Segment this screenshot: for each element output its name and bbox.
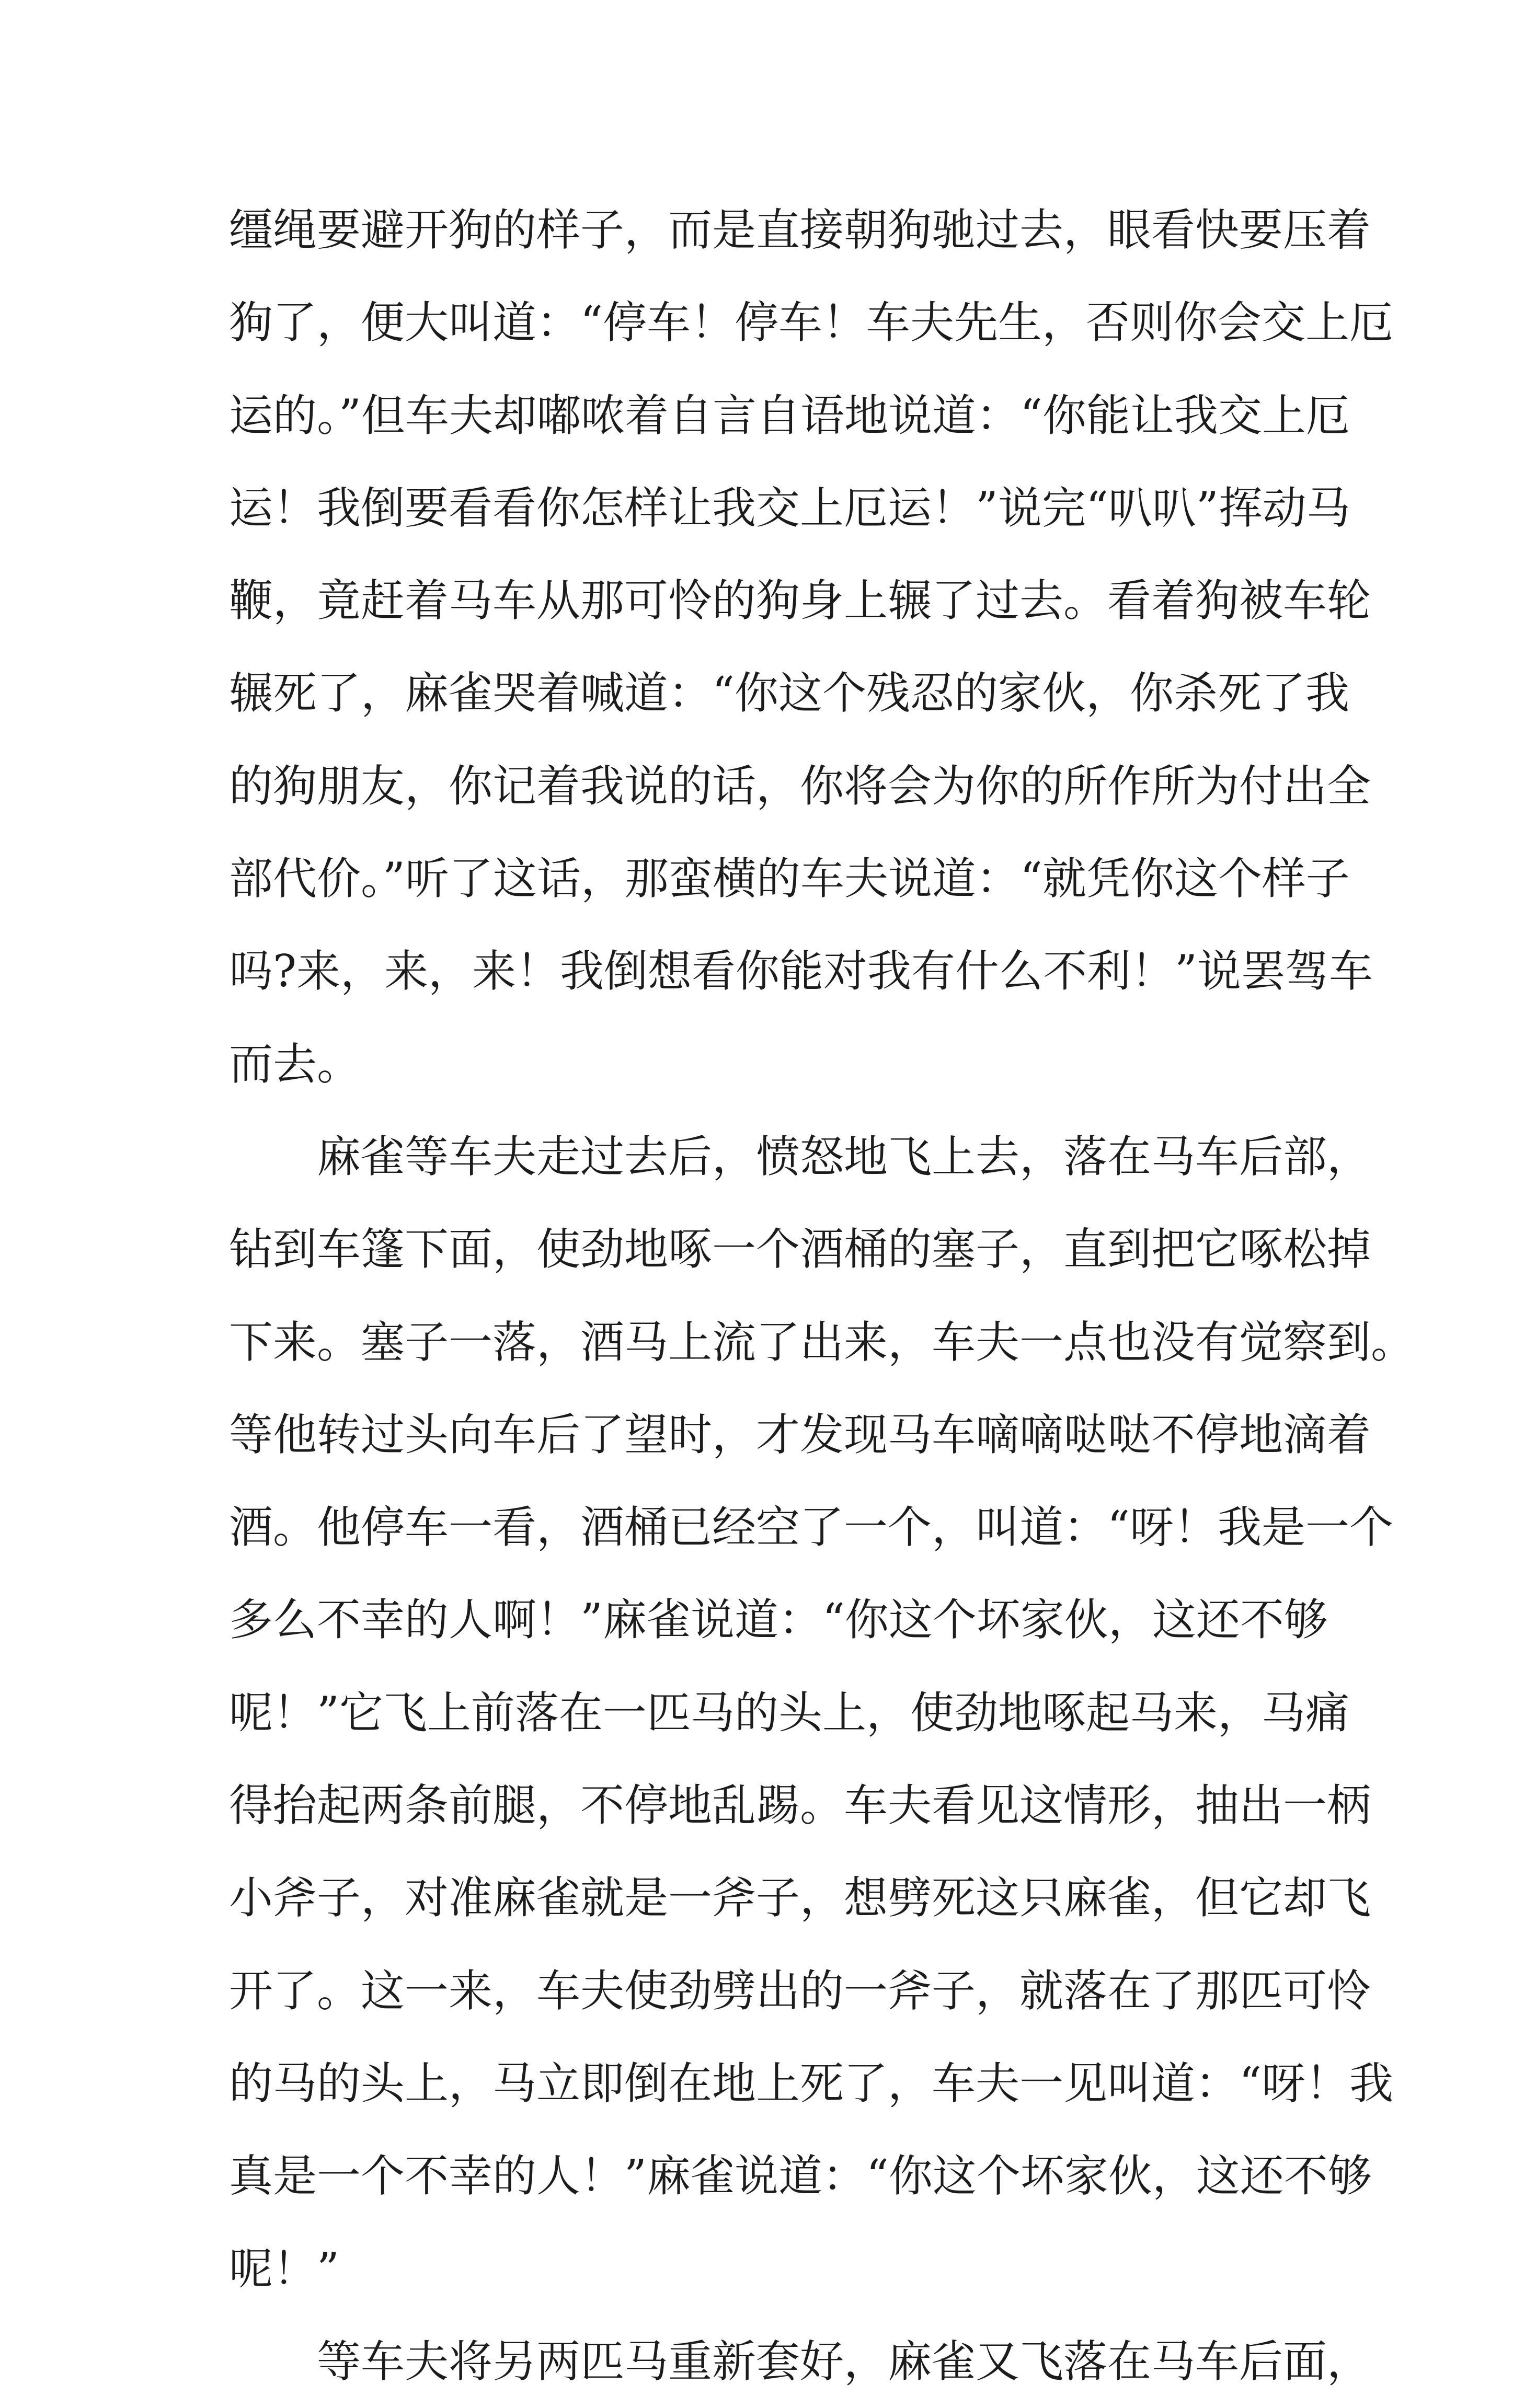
text-line: 而去。 <box>229 1038 361 1090</box>
text-line: 呢！” <box>229 2243 339 2295</box>
text-line: 辗死了，麻雀哭着喊道：“你这个残忍的家伙，你杀死了我 <box>229 667 1349 719</box>
text-line: 下来。塞子一落，酒马上流了出来，车夫一点也没有觉察到。 <box>229 1316 1415 1368</box>
text-line: 酒。他停车一看，酒桶已经空了一个，叫道：“呀！我是一个 <box>229 1502 1393 1553</box>
text-line: 的狗朋友，你记着我说的话，你将会为你的所作所为付出全 <box>229 760 1371 812</box>
text-line: 运！我倒要看看你怎样让我交上厄运！”说完“叭叭”挥动马 <box>229 482 1350 534</box>
paragraph-start-line: 等车夫将另两匹马重新套好，麻雀又飞落在马车后面， <box>317 2335 1371 2387</box>
text-line: 钻到车篷下面，使劲地啄一个酒桶的塞子，直到把它啄松掉 <box>229 1224 1371 1275</box>
text-line: 的马的头上，马立即倒在地上死了，车夫一见叫道：“呀！我 <box>229 2057 1393 2109</box>
text-line: 部代价。”听了这话，那蛮横的车夫说道：“就凭你这个样子 <box>229 853 1350 905</box>
paragraph-start-line: 麻雀等车夫走过去后，愤怒地飞上去，落在马车后部， <box>317 1131 1371 1182</box>
text-line: 缰绳要避开狗的样子，而是直接朝狗驰过去，眼看快要压着 <box>229 204 1371 256</box>
text-line: 得抬起两条前腿，不停地乱踢。车夫看见这情形，抽出一柄 <box>229 1780 1371 1831</box>
text-line: 多么不幸的人啊！”麻雀说道：“你这个坏家伙，这还不够 <box>229 1594 1328 1646</box>
text-line: 开了。这一来，车夫使劲劈出的一斧子，就落在了那匹可怜 <box>229 1965 1371 2017</box>
text-line: 等他转过头向车后了望时，才发现马车嘀嘀哒哒不停地滴着 <box>229 1409 1371 1460</box>
text-line: 运的。”但车夫却嘟哝着自言自语地说道：“你能让我交上厄 <box>229 389 1350 441</box>
text-line: 小斧子，对准麻雀就是一斧子，想劈死这只麻雀，但它却飞 <box>229 1872 1371 1924</box>
text-line: 鞭，竟赶着马车从那可怜的狗身上辗了过去。看着狗被车轮 <box>229 575 1371 627</box>
text-line: 狗了，便大叫道：“停车！停车！车夫先生，否则你会交上厄 <box>229 297 1393 349</box>
text-line: 吗?来，来，来！我倒想看你能对我有什么不利！”说罢驾车 <box>229 946 1373 997</box>
text-line: 呢！”它飞上前落在一匹马的头上，使劲地啄起马来，马痛 <box>229 1687 1349 1738</box>
body-text <box>229 184 1415 2408</box>
text-line: 真是一个不幸的人！”麻雀说道：“你这个坏家伙，这还不够 <box>229 2150 1372 2202</box>
